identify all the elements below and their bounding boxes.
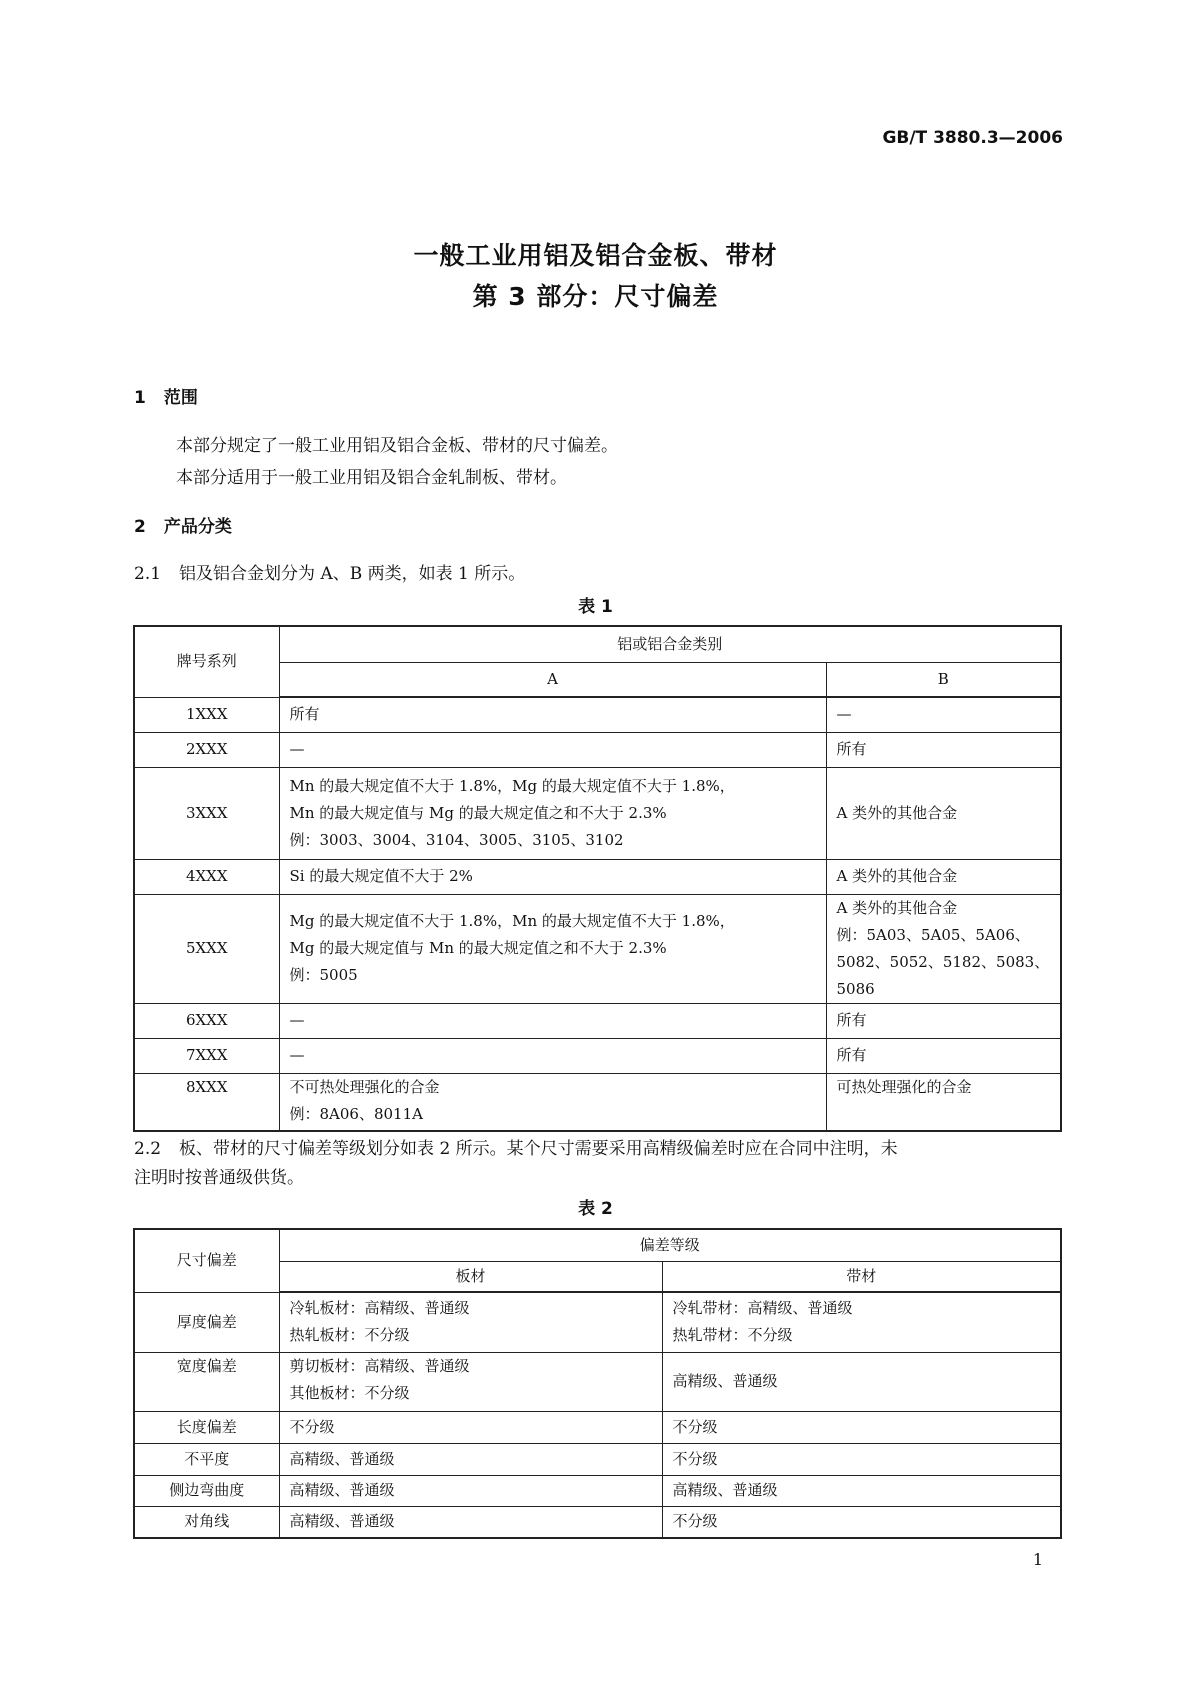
cell-line: 可热处理强化的合金 <box>836 1077 972 1096</box>
header-series: 牌号系列 <box>134 626 279 697</box>
strip-cell <box>662 1292 1061 1352</box>
deviation-cell: 长度偏差 <box>134 1411 279 1443</box>
cell-line: 不分级 <box>672 1449 718 1468</box>
clause-text: 铝及铝合金划分为 A、B 两类，如表 1 所示。 <box>179 564 526 584</box>
class-a-cell <box>279 1073 826 1131</box>
strip-cell <box>662 1411 1061 1443</box>
table-2-caption: 表 2 <box>578 1199 613 1219</box>
class-a-cell <box>279 697 826 732</box>
cell-line: 其他板材：不分级 <box>289 1383 410 1402</box>
deviation-cell: 厚度偏差 <box>134 1292 279 1352</box>
cell-line: 剪切板材：高精级、普通级 <box>289 1356 470 1375</box>
strip-cell <box>662 1506 1061 1538</box>
cell-line: 5082、5052、5182、5083、5086 <box>836 952 1050 998</box>
page-number: 1 <box>1032 1550 1043 1569</box>
deviation-cell: 不平度 <box>134 1443 279 1475</box>
strip-cell <box>662 1352 1061 1411</box>
document-subtitle: 第 3 部分：尺寸偏差 <box>472 282 719 311</box>
plate-cell <box>279 1292 662 1352</box>
table-row <box>134 1352 1061 1411</box>
cell-line: 高精级、普通级 <box>672 1481 778 1499</box>
section-title: 范围 <box>163 388 198 408</box>
clause-2-2 <box>134 1134 898 1159</box>
cell-line: 所有 <box>289 705 320 724</box>
plate-cell <box>279 1475 662 1506</box>
class-b-cell <box>826 732 1061 767</box>
deviation-cell: 宽度偏差 <box>134 1352 279 1411</box>
cell-line: 高精级、普通级 <box>672 1372 778 1390</box>
cell-line: 不分级 <box>672 1512 718 1531</box>
class-b-cell <box>826 697 1061 732</box>
table-row <box>134 732 1061 767</box>
table-2 <box>133 1228 1062 1539</box>
table-row <box>134 1411 1061 1443</box>
class-b-cell <box>826 1038 1061 1073</box>
series-cell: 2XXX <box>134 732 279 767</box>
cell-line: 不可热处理强化的合金 <box>289 1077 440 1096</box>
class-b-cell <box>826 767 1061 859</box>
clause-number: 2.1 <box>134 564 162 584</box>
cell-line: Si 的最大规定值不大于 2% <box>289 867 473 885</box>
table-row <box>134 1073 1061 1131</box>
clause-text: 板、带材的尺寸偏差等级划分如表 2 所示。某个尺寸需要采用高精级偏差时应在合同中注明，未 <box>179 1139 898 1159</box>
cell-line: 所有 <box>836 1046 867 1064</box>
cell-line: A 类外的其他合金 <box>836 867 958 885</box>
cell-line: 高精级、普通级 <box>289 1512 395 1531</box>
class-b-cell <box>826 1003 1061 1038</box>
plate-cell <box>279 1443 662 1475</box>
cell-line: 冷轧带材：高精级、普通级 <box>672 1299 853 1318</box>
paragraph: 本部分适用于一般工业用铝及铝合金轧制板、带材。 <box>176 468 567 488</box>
class-a-cell <box>279 1003 826 1038</box>
cell-line: 冷轧板材：高精级、普通级 <box>289 1299 470 1318</box>
cell-line: — <box>289 740 305 758</box>
cell-line: 不分级 <box>289 1417 335 1436</box>
cell-line: A 类外的其他合金 <box>836 898 958 917</box>
table-row <box>134 1038 1061 1073</box>
standard-number: GB/T 3880.3—2006 <box>882 128 1063 148</box>
cell-line: 所有 <box>836 740 867 758</box>
cell-line: — <box>836 705 852 724</box>
header-a: A <box>279 662 826 697</box>
cell-line: 热轧板材：不分级 <box>289 1326 410 1345</box>
cell-line: A 类外的其他合金 <box>836 803 958 822</box>
table-1 <box>133 625 1062 1132</box>
series-cell: 6XXX <box>134 1003 279 1038</box>
document-title: 一般工业用铝及铝合金板、带材 <box>413 241 778 270</box>
plate-cell <box>279 1506 662 1538</box>
cell-line: 例：3003、3004、3104、3005、3105、3102 <box>289 830 624 849</box>
table-1-caption: 表 1 <box>578 597 613 617</box>
header-deviation: 尺寸偏差 <box>134 1229 279 1292</box>
table-row <box>134 1003 1061 1038</box>
header-grade: 偏差等级 <box>279 1229 1061 1261</box>
cell-line: Mg 的最大规定值与 Mn 的最大规定值之和不大于 2.3% <box>289 939 667 957</box>
cell-line: Mg 的最大规定值不大于 1.8%，Mn 的最大规定值不大于 1.8%， <box>289 912 735 930</box>
deviation-cell: 对角线 <box>134 1506 279 1538</box>
class-a-cell <box>279 1038 826 1073</box>
series-cell: 8XXX <box>134 1073 279 1131</box>
clause-2-2-cont: 注明时按普通级供货。 <box>134 1168 304 1188</box>
strip-cell <box>662 1443 1061 1475</box>
class-a-cell <box>279 767 826 859</box>
header-category: 铝或铝合金类别 <box>279 626 1061 662</box>
clause-number: 2.2 <box>134 1139 162 1159</box>
class-b-cell <box>826 1073 1061 1131</box>
table-row <box>134 1292 1061 1352</box>
series-cell: 7XXX <box>134 1038 279 1073</box>
cell-line: 热轧带材：不分级 <box>672 1326 793 1345</box>
table-row <box>134 1475 1061 1506</box>
cell-line: 所有 <box>836 1011 867 1029</box>
deviation-cell: 侧边弯曲度 <box>134 1475 279 1506</box>
class-a-cell <box>279 859 826 894</box>
paragraph: 本部分规定了一般工业用铝及铝合金板、带材的尺寸偏差。 <box>176 436 618 456</box>
class-b-cell <box>826 859 1061 894</box>
table-row <box>134 697 1061 732</box>
strip-cell <box>662 1475 1061 1506</box>
plate-cell <box>279 1411 662 1443</box>
cell-line: 例：5A03、5A05、5A06、 <box>836 925 1030 944</box>
cell-line: — <box>289 1046 305 1064</box>
header-plate: 板材 <box>279 1261 662 1292</box>
table-row <box>134 1506 1061 1538</box>
table-row <box>134 1443 1061 1475</box>
series-cell: 3XXX <box>134 767 279 859</box>
cell-line: 例：5005 <box>289 966 358 984</box>
table-row <box>134 894 1061 1003</box>
header-strip: 带材 <box>662 1261 1061 1292</box>
cell-line: Mn 的最大规定值与 Mg 的最大规定值之和不大于 2.3% <box>289 803 667 822</box>
class-a-cell <box>279 894 826 1003</box>
cell-line: 高精级、普通级 <box>289 1481 395 1499</box>
class-b-cell <box>826 894 1061 1003</box>
cell-line: 例：8A06、8011A <box>289 1104 423 1123</box>
section-number: 2 <box>134 517 146 537</box>
section-title: 产品分类 <box>163 517 232 537</box>
clause-2-1 <box>134 559 525 584</box>
cell-line: Mn 的最大规定值不大于 1.8%，Mg 的最大规定值不大于 1.8%， <box>289 776 735 795</box>
series-cell: 4XXX <box>134 859 279 894</box>
table-row <box>134 859 1061 894</box>
series-cell: 5XXX <box>134 894 279 1003</box>
cell-line: — <box>289 1011 305 1029</box>
header-b: B <box>826 662 1061 697</box>
section-1-heading <box>134 383 216 408</box>
cell-line: 不分级 <box>672 1417 718 1436</box>
class-a-cell <box>279 732 826 767</box>
table-row <box>134 767 1061 859</box>
series-cell: 1XXX <box>134 697 279 732</box>
section-2-heading <box>134 512 250 537</box>
plate-cell <box>279 1352 662 1411</box>
cell-line: 高精级、普通级 <box>289 1449 395 1468</box>
section-number: 1 <box>134 388 146 408</box>
